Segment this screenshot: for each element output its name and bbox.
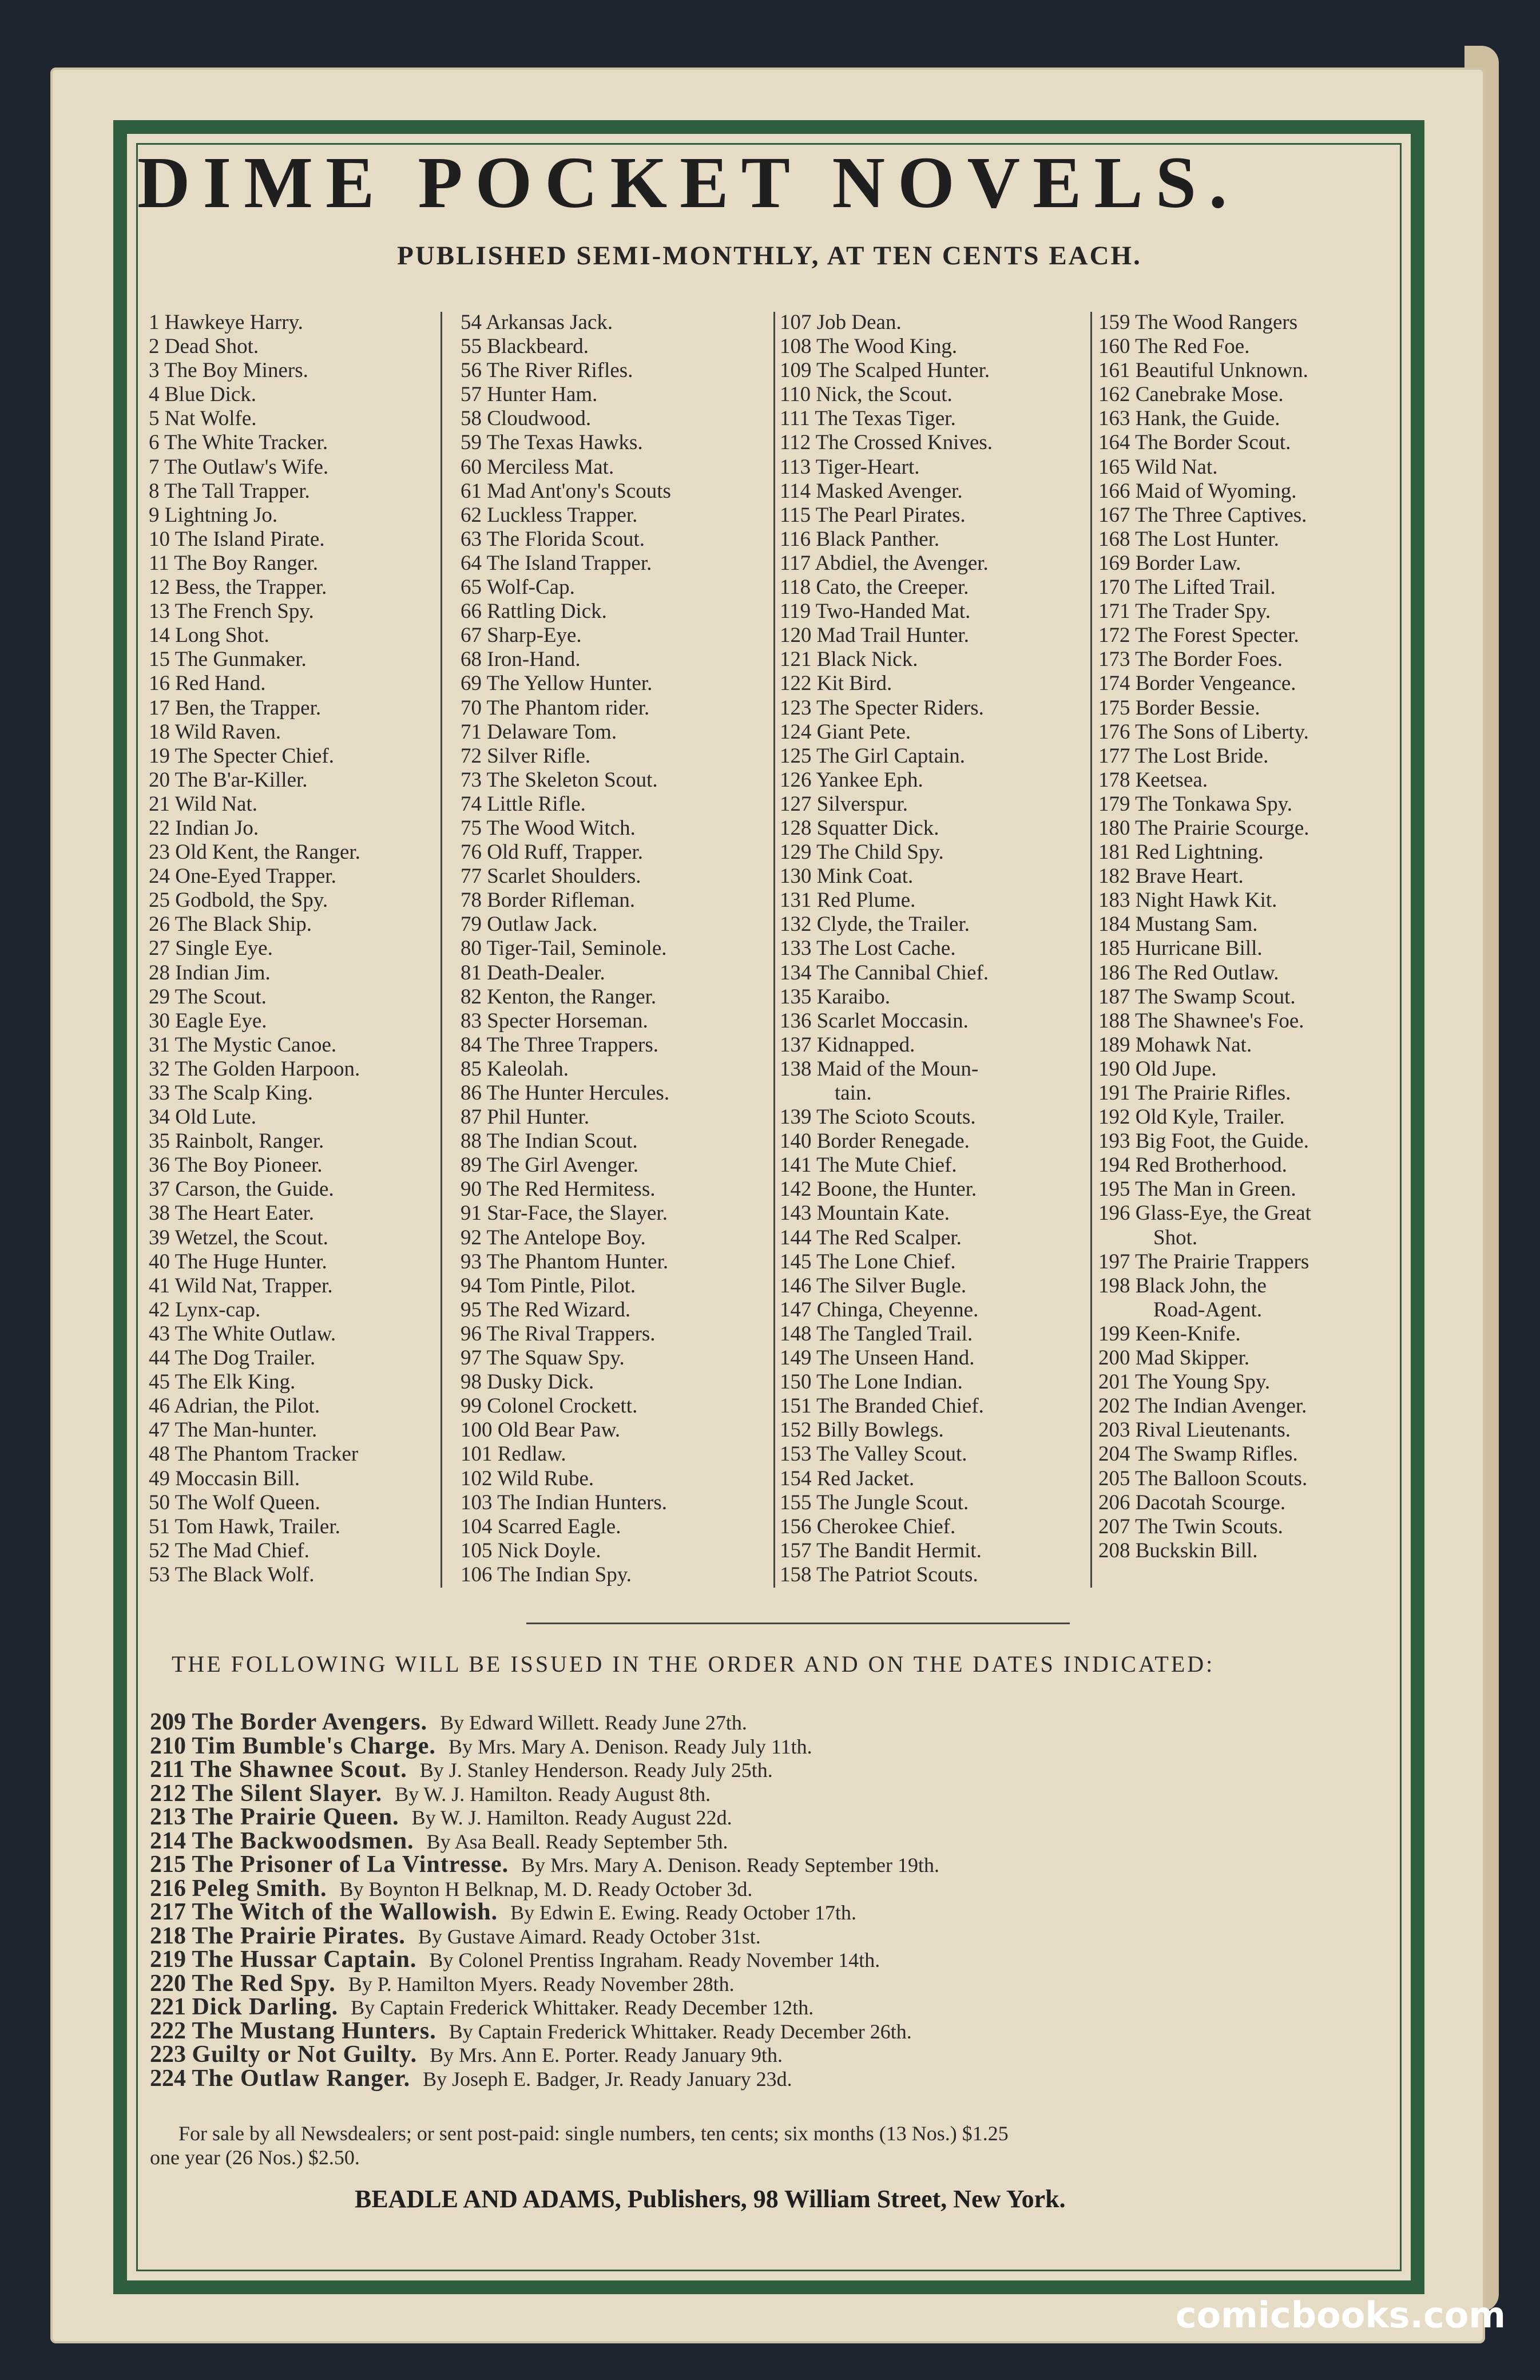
list-item: 54 Arkansas Jack. <box>461 311 613 334</box>
title-list-column-4 <box>1098 311 1311 1563</box>
issue-number: 223 <box>150 2041 192 2068</box>
list-item: 51 Tom Hawk, Trailer. <box>149 1514 340 1538</box>
list-item: 7 The Outlaw's Wife. <box>149 455 329 479</box>
issue-author-date: By Gustave Aimard. Ready October 31st. <box>418 1925 761 1948</box>
list-item: 40 The Huge Hunter. <box>149 1250 327 1274</box>
list-item: 112 The Crossed Knives. <box>780 431 993 455</box>
list-item: 197 The Prairie Trappers <box>1098 1250 1309 1274</box>
issue-title: The Backwoodsmen. <box>192 1827 414 1854</box>
list-item: 78 Border Rifleman. <box>461 888 636 913</box>
issue-number: 220 <box>150 1970 192 1997</box>
list-item: 45 The Elk King. <box>149 1370 296 1394</box>
issue-number: 217 <box>150 1899 192 1925</box>
list-item: 177 The Lost Bride. <box>1098 744 1269 768</box>
issue-title: The Prairie Pirates. <box>192 1922 406 1949</box>
list-item: 155 The Jungle Scout. <box>780 1490 969 1514</box>
column-divider <box>1090 312 1092 1588</box>
title-list-column-3 <box>780 311 993 1587</box>
list-item: 137 Kidnapped. <box>780 1033 915 1057</box>
list-item: Road-Agent. <box>1153 1298 1263 1322</box>
list-item: 127 Silverspur. <box>780 792 908 816</box>
issue-title: Guilty or Not Guilty. <box>192 2041 418 2068</box>
list-item: 1 Hawkeye Harry. <box>149 311 303 334</box>
list-item: 63 The Florida Scout. <box>461 527 645 551</box>
list-item: 173 The Border Foes. <box>1098 648 1283 672</box>
list-item: 146 The Silver Bugle. <box>780 1274 967 1298</box>
upcoming-item <box>150 1901 1380 1925</box>
issue-author-date: By Colonel Prentiss Ingraham. Ready November 14th. <box>429 1949 880 1972</box>
list-item: 56 The River Rifles. <box>461 359 633 383</box>
list-item: 10 The Island Pirate. <box>149 527 325 551</box>
list-item: 37 Carson, the Guide. <box>149 1177 334 1201</box>
list-item: 22 Indian Jo. <box>149 816 259 840</box>
list-item: 43 The White Outlaw. <box>149 1322 336 1346</box>
list-item: 27 Single Eye. <box>149 937 273 961</box>
list-item: 62 Luckless Trapper. <box>461 503 638 527</box>
list-item: 160 The Red Foe. <box>1098 335 1250 359</box>
issue-author-date: By Boynton H Belknap, M. D. Ready October 3d. <box>339 1877 753 1901</box>
list-item: 167 The Three Captives. <box>1098 503 1307 527</box>
list-item: 139 The Scioto Scouts. <box>780 1105 976 1129</box>
list-item: 25 Godbold, the Spy. <box>149 888 328 913</box>
list-item: 145 The Lone Chief. <box>780 1250 956 1274</box>
list-item: 129 The Child Spy. <box>780 840 944 864</box>
list-item: 205 The Balloon Scouts. <box>1098 1466 1308 1490</box>
list-item: 207 The Twin Scouts. <box>1098 1514 1283 1538</box>
list-item: 64 The Island Trapper. <box>461 551 652 575</box>
list-item: 42 Lynx-cap. <box>149 1298 261 1322</box>
list-item: 114 Masked Avenger. <box>780 479 963 503</box>
list-item: 11 The Boy Ranger. <box>149 551 318 575</box>
column-divider <box>440 312 442 1588</box>
list-item: 117 Abdiel, the Avenger. <box>780 551 989 575</box>
list-item: 202 The Indian Avenger. <box>1098 1394 1307 1418</box>
issue-number: 215 <box>150 1851 192 1878</box>
upcoming-item <box>150 1877 1380 1901</box>
list-item: 115 The Pearl Pirates. <box>780 503 966 527</box>
list-item: 203 Rival Lieutenants. <box>1098 1418 1291 1442</box>
issue-number: 213 <box>150 1804 192 1830</box>
list-item: 189 Mohawk Nat. <box>1098 1033 1252 1057</box>
sales-note-line-1: For sale by all Newsdealers; or sent post-paid: single numbers, ten cents; six months (13 Nos.) $1.25 <box>178 2122 1009 2145</box>
list-item: 171 The Trader Spy. <box>1098 600 1271 624</box>
list-item: 201 The Young Spy. <box>1098 1370 1271 1394</box>
list-item: 175 Border Bessie. <box>1098 696 1260 720</box>
list-item: 109 The Scalped Hunter. <box>780 359 990 383</box>
list-item: 95 The Red Wizard. <box>461 1298 631 1322</box>
issue-title: The Mustang Hunters. <box>192 2017 436 2044</box>
list-item: 70 The Phantom rider. <box>461 696 650 720</box>
issue-number: 209 <box>150 1709 192 1735</box>
list-item: 81 Death-Dealer. <box>461 961 605 985</box>
list-item: 8 The Tall Trapper. <box>149 479 310 503</box>
list-item: 142 Boone, the Hunter. <box>780 1177 977 1201</box>
list-item: 149 The Unseen Hand. <box>780 1346 975 1370</box>
list-item: 90 The Red Hermitess. <box>461 1177 656 1201</box>
list-item: 24 One-Eyed Trapper. <box>149 864 336 888</box>
list-item: 195 The Man in Green. <box>1098 1177 1296 1201</box>
list-item: 89 The Girl Avenger. <box>461 1153 639 1177</box>
list-item: 113 Tiger-Heart. <box>780 455 920 479</box>
list-item: 35 Rainbolt, Ranger. <box>149 1129 324 1153</box>
list-item: 206 Dacotah Scourge. <box>1098 1490 1286 1514</box>
list-item: 128 Squatter Dick. <box>780 816 939 840</box>
list-item: 9 Lightning Jo. <box>149 503 278 527</box>
list-item: 84 The Three Trappers. <box>461 1033 658 1057</box>
upcoming-item <box>150 2043 1380 2067</box>
list-item: 153 The Valley Scout. <box>780 1442 967 1466</box>
list-item: 31 The Mystic Canoe. <box>149 1033 337 1057</box>
list-item: 186 The Red Outlaw. <box>1098 961 1279 985</box>
list-item: 59 The Texas Hawks. <box>461 431 643 455</box>
list-item: 73 The Skeleton Scout. <box>461 768 658 792</box>
list-item: 118 Cato, the Creeper. <box>780 576 969 600</box>
list-item: 190 Old Jupe. <box>1098 1057 1217 1081</box>
list-item: 110 Nick, the Scout. <box>780 383 952 407</box>
list-item: 48 The Phantom Tracker <box>149 1442 359 1466</box>
list-item: 21 Wild Nat. <box>149 792 258 816</box>
list-item: 44 The Dog Trailer. <box>149 1346 316 1370</box>
list-item: 191 The Prairie Rifles. <box>1098 1081 1291 1105</box>
list-item: 132 Clyde, the Trailer. <box>780 913 970 937</box>
list-item: 39 Wetzel, the Scout. <box>149 1225 328 1250</box>
issue-author-date: By Edwin E. Ewing. Ready October 17th. <box>510 1901 856 1924</box>
upcoming-list <box>150 1711 1380 2091</box>
issue-title: The Hussar Captain. <box>192 1946 417 1973</box>
page-title: DIME POCKET NOVELS. <box>137 142 1240 223</box>
list-item: 119 Two-Handed Mat. <box>780 600 971 624</box>
sales-note-line-2: one year (26 Nos.) $2.50. <box>150 2146 360 2169</box>
list-item: 102 Wild Rube. <box>461 1466 594 1490</box>
upcoming-item <box>150 1782 1380 1806</box>
list-item: 193 Big Foot, the Guide. <box>1098 1129 1309 1153</box>
upcoming-item <box>150 1806 1380 1830</box>
list-item: 49 Moccasin Bill. <box>149 1466 300 1490</box>
list-item: 185 Hurricane Bill. <box>1098 937 1263 961</box>
issue-number: 218 <box>150 1922 192 1949</box>
list-item: 68 Iron-Hand. <box>461 648 581 672</box>
list-item: 108 The Wood King. <box>780 335 958 359</box>
issue-title: Dick Darling. <box>192 1994 339 2020</box>
issue-author-date: By P. Hamilton Myers. Ready November 28th. <box>348 1972 735 1996</box>
sales-note <box>150 2121 1408 2169</box>
list-item: 91 Star-Face, the Slayer. <box>461 1201 668 1225</box>
list-item: 151 The Branded Chief. <box>780 1394 984 1418</box>
issue-number: 222 <box>150 2017 192 2044</box>
list-item: 15 The Gunmaker. <box>149 648 307 672</box>
list-item: 66 Rattling Dick. <box>461 600 607 624</box>
issue-title: Tim Bumble's Charge. <box>192 1732 436 1759</box>
list-item: 135 Karaibo. <box>780 985 891 1009</box>
list-item: 28 Indian Jim. <box>149 961 271 985</box>
list-item: 134 The Cannibal Chief. <box>780 961 989 985</box>
issue-title: The Silent Slayer. <box>192 1780 383 1807</box>
page-subtitle: PUBLISHED SEMI-MONTHLY, AT TEN CENTS EACH. <box>397 241 1142 271</box>
upcoming-item <box>150 1996 1380 2020</box>
list-item: 184 Mustang Sam. <box>1098 913 1258 937</box>
issue-title: The Shawnee Scout. <box>190 1756 407 1783</box>
issue-author-date: By Mrs. Ann E. Porter. Ready January 9th. <box>430 2044 783 2066</box>
list-item: 169 Border Law. <box>1098 551 1241 575</box>
list-item: 88 The Indian Scout. <box>461 1129 638 1153</box>
list-item: 107 Job Dean. <box>780 311 902 334</box>
list-item: 182 Brave Heart. <box>1098 864 1244 888</box>
list-item: 125 The Girl Captain. <box>780 744 966 768</box>
list-item: 168 The Lost Hunter. <box>1098 527 1279 551</box>
list-item: 143 Mountain Kate. <box>780 1201 950 1225</box>
issue-number: 211 <box>150 1756 191 1783</box>
list-item: 161 Beautiful Unknown. <box>1098 359 1308 383</box>
list-item: 179 The Tonkawa Spy. <box>1098 792 1292 816</box>
list-item: 123 The Specter Riders. <box>780 696 984 720</box>
list-item: 187 The Swamp Scout. <box>1098 985 1296 1009</box>
issue-number: 219 <box>150 1946 192 1973</box>
list-item: 104 Scarred Eagle. <box>461 1514 621 1538</box>
list-item: 165 Wild Nat. <box>1098 455 1218 479</box>
list-item: 60 Merciless Mat. <box>461 455 614 479</box>
list-item: 98 Dusky Dick. <box>461 1370 594 1394</box>
list-item: 12 Bess, the Trapper. <box>149 576 327 600</box>
issue-author-date: By W. J. Hamilton. Ready August 8th. <box>395 1782 711 1806</box>
issue-title: The Prisoner of La Vintresse. <box>192 1851 509 1878</box>
list-item: 158 The Patriot Scouts. <box>780 1562 978 1586</box>
issue-number: 214 <box>150 1827 192 1854</box>
list-item: 178 Keetsea. <box>1098 768 1208 792</box>
issue-author-date: By Captain Frederick Whittaker. Ready December 12th. <box>351 1996 814 2019</box>
upcoming-item <box>150 1758 1380 1782</box>
list-item: 157 The Bandit Hermit. <box>780 1538 982 1562</box>
list-item: 41 Wild Nat, Trapper. <box>149 1274 333 1298</box>
list-item: 71 Delaware Tom. <box>461 720 617 744</box>
list-item: 32 The Golden Harpoon. <box>149 1057 360 1081</box>
list-item: 33 The Scalp King. <box>149 1081 313 1105</box>
upcoming-item <box>150 1711 1380 1735</box>
upcoming-item <box>150 1948 1380 1972</box>
list-item: 14 Long Shot. <box>149 624 269 648</box>
list-item: 188 The Shawnee's Foe. <box>1098 1009 1304 1033</box>
list-item: 105 Nick Doyle. <box>461 1538 601 1562</box>
list-item: 19 The Specter Chief. <box>149 744 335 768</box>
list-item: 34 Old Lute. <box>149 1105 257 1129</box>
list-item: 121 Black Nick. <box>780 648 918 672</box>
list-item: 170 The Lifted Trail. <box>1098 576 1276 600</box>
list-item: 122 Kit Bird. <box>780 672 892 696</box>
watermark: comicbooks.com <box>1175 2294 1506 2336</box>
list-item: 13 The French Spy. <box>149 600 314 624</box>
upcoming-item <box>150 1853 1380 1877</box>
list-item: 2 Dead Shot. <box>149 335 259 359</box>
list-item: 96 The Rival Trappers. <box>461 1322 656 1346</box>
list-item: 85 Kaleolah. <box>461 1057 569 1081</box>
publisher-line: BEADLE AND ADAMS, Publishers, 98 William Street, New York. <box>355 2185 1066 2213</box>
list-item: 192 Old Kyle, Trailer. <box>1098 1105 1285 1129</box>
list-item: 29 The Scout. <box>149 985 267 1009</box>
issue-title: The Border Avengers. <box>192 1709 428 1735</box>
list-item: 150 The Lone Indian. <box>780 1370 963 1394</box>
issue-author-date: By Captain Frederick Whittaker. Ready December 26th. <box>448 2020 912 2043</box>
list-item: 46 Adrian, the Pilot. <box>149 1394 320 1418</box>
issue-author-date: By Asa Beall. Ready September 5th. <box>426 1830 728 1853</box>
list-item: 204 The Swamp Rifles. <box>1098 1442 1298 1466</box>
issue-title: The Outlaw Ranger. <box>192 2065 411 2092</box>
section-divider <box>526 1623 1070 1624</box>
list-item: 18 Wild Raven. <box>149 720 281 744</box>
title-list-column-1 <box>149 311 360 1587</box>
list-item: 181 Red Lightning. <box>1098 840 1264 864</box>
list-item: 140 Border Renegade. <box>780 1129 970 1153</box>
list-item: 101 Redlaw. <box>461 1442 566 1466</box>
list-item: 38 The Heart Eater. <box>149 1201 315 1225</box>
issue-author-date: By Mrs. Mary A. Denison. Ready July 11th. <box>448 1735 812 1758</box>
list-item: 163 Hank, the Guide. <box>1098 407 1280 431</box>
upcoming-item <box>150 1827 1380 1854</box>
list-item: 6 The White Tracker. <box>149 431 328 455</box>
list-item: 16 Red Hand. <box>149 672 266 696</box>
list-item: 130 Mink Coat. <box>780 864 914 888</box>
list-item: 154 Red Jacket. <box>780 1466 915 1490</box>
list-item: 116 Black Panther. <box>780 527 940 551</box>
list-item: 194 Red Brotherhood. <box>1098 1153 1287 1177</box>
list-item: 83 Specter Horseman. <box>461 1009 648 1033</box>
list-item: 3 The Boy Miners. <box>149 359 308 383</box>
column-divider <box>773 312 775 1588</box>
list-item: 30 Eagle Eye. <box>149 1009 267 1033</box>
issue-author-date: By Edward Willett. Ready June 27th. <box>440 1711 747 1734</box>
list-item: 162 Canebrake Mose. <box>1098 383 1284 407</box>
list-item: 208 Buckskin Bill. <box>1098 1538 1258 1562</box>
list-item: 23 Old Kent, the Ranger. <box>149 840 360 864</box>
list-item: Shot. <box>1153 1225 1198 1250</box>
title-list-column-2 <box>461 311 671 1587</box>
upcoming-item <box>150 2067 1380 2091</box>
list-item: 106 The Indian Spy. <box>461 1562 632 1586</box>
list-item: 80 Tiger-Tail, Seminole. <box>461 937 667 961</box>
list-item: 196 Glass-Eye, the Great <box>1098 1201 1311 1225</box>
list-item: 198 Black John, the <box>1098 1274 1267 1298</box>
issue-title: The Red Spy. <box>192 1970 336 1997</box>
issue-author-date: By J. Stanley Henderson. Ready July 25th. <box>419 1759 773 1782</box>
list-item: 99 Colonel Crockett. <box>461 1394 638 1418</box>
list-item: 180 The Prairie Scourge. <box>1098 816 1309 840</box>
list-item: 126 Yankee Eph. <box>780 768 923 792</box>
list-item: 36 The Boy Pioneer. <box>149 1153 323 1177</box>
list-item: 82 Kenton, the Ranger. <box>461 985 657 1009</box>
list-item: 74 Little Rifle. <box>461 792 586 816</box>
list-item: 55 Blackbeard. <box>461 335 589 359</box>
list-item: 124 Giant Pete. <box>780 720 911 744</box>
list-item: 183 Night Hawk Kit. <box>1098 888 1277 913</box>
list-item: 136 Scarlet Moccasin. <box>780 1009 969 1033</box>
list-item: 75 The Wood Witch. <box>461 816 636 840</box>
list-item: 92 The Antelope Boy. <box>461 1225 646 1250</box>
list-item: 120 Mad Trail Hunter. <box>780 624 969 648</box>
list-item: 77 Scarlet Shoulders. <box>461 864 641 888</box>
upcoming-heading: THE FOLLOWING WILL BE ISSUED IN THE ORDER AND ON THE DATES INDICATED: <box>172 1651 1215 1677</box>
list-item: 156 Cherokee Chief. <box>780 1514 956 1538</box>
list-item: 76 Old Ruff, Trapper. <box>461 840 643 864</box>
list-item: 50 The Wolf Queen. <box>149 1490 320 1514</box>
list-item: 26 The Black Ship. <box>149 913 312 937</box>
list-item: 141 The Mute Chief. <box>780 1153 957 1177</box>
list-item: 72 Silver Rifle. <box>461 744 591 768</box>
list-item: 152 Billy Bowlegs. <box>780 1418 944 1442</box>
list-item: 176 The Sons of Liberty. <box>1098 720 1309 744</box>
list-item: 131 Red Plume. <box>780 888 916 913</box>
issue-title: Peleg Smith. <box>192 1875 327 1902</box>
issue-number: 210 <box>150 1732 192 1759</box>
list-item: 144 The Red Scalper. <box>780 1225 962 1250</box>
list-item: 94 Tom Pintle, Pilot. <box>461 1274 636 1298</box>
upcoming-item <box>150 1922 1380 1949</box>
list-item: 100 Old Bear Paw. <box>461 1418 621 1442</box>
list-item: 199 Keen-Knife. <box>1098 1322 1241 1346</box>
list-item: 97 The Squaw Spy. <box>461 1346 625 1370</box>
list-item: 47 The Man-hunter. <box>149 1418 317 1442</box>
list-item: 147 Chinga, Cheyenne. <box>780 1298 979 1322</box>
issue-author-date: By Joseph E. Badger, Jr. Ready January 23d. <box>423 2067 792 2091</box>
list-item: 57 Hunter Ham. <box>461 383 598 407</box>
list-item: 138 Maid of the Moun- <box>780 1057 979 1081</box>
issue-title: The Prairie Queen. <box>192 1804 399 1830</box>
list-item: 5 Nat Wolfe. <box>149 407 257 431</box>
list-item: 172 The Forest Specter. <box>1098 624 1299 648</box>
list-item: 103 The Indian Hunters. <box>461 1490 668 1514</box>
list-item: tain. <box>835 1081 872 1105</box>
list-item: 58 Cloudwood. <box>461 407 592 431</box>
list-item: 67 Sharp-Eye. <box>461 624 582 648</box>
issue-author-date: By Mrs. Mary A. Denison. Ready September 19th. <box>521 1854 940 1877</box>
list-item: 166 Maid of Wyoming. <box>1098 479 1297 503</box>
list-item: 65 Wolf-Cap. <box>461 576 575 600</box>
issue-number: 224 <box>150 2065 192 2092</box>
list-item: 200 Mad Skipper. <box>1098 1346 1250 1370</box>
list-item: 133 The Lost Cache. <box>780 937 956 961</box>
issue-author-date: By W. J. Hamilton. Ready August 22d. <box>411 1806 732 1829</box>
list-item: 93 The Phantom Hunter. <box>461 1250 669 1274</box>
upcoming-item <box>150 1732 1380 1759</box>
list-item: 79 Outlaw Jack. <box>461 913 598 937</box>
list-item: 61 Mad Ant'ony's Scouts <box>461 479 671 503</box>
list-item: 86 The Hunter Hercules. <box>461 1081 670 1105</box>
issue-number: 221 <box>150 1994 192 2020</box>
list-item: 159 The Wood Rangers <box>1098 311 1298 334</box>
issue-number: 216 <box>150 1875 192 1902</box>
upcoming-item <box>150 2017 1380 2044</box>
list-item: 111 The Texas Tiger. <box>780 407 956 431</box>
issue-title: The Witch of the Wallowish. <box>192 1899 498 1925</box>
list-item: 20 The B'ar-Killer. <box>149 768 308 792</box>
list-item: 174 Border Vengeance. <box>1098 672 1296 696</box>
list-item: 52 The Mad Chief. <box>149 1538 309 1562</box>
list-item: 4 Blue Dick. <box>149 383 257 407</box>
list-item: 148 The Tangled Trail. <box>780 1322 973 1346</box>
list-item: 87 Phil Hunter. <box>461 1105 590 1129</box>
issue-number: 212 <box>150 1780 192 1807</box>
upcoming-item <box>150 1972 1380 1996</box>
list-item: 69 The Yellow Hunter. <box>461 672 653 696</box>
list-item: 17 Ben, the Trapper. <box>149 696 322 720</box>
list-item: 164 The Border Scout. <box>1098 431 1291 455</box>
list-item: 53 The Black Wolf. <box>149 1562 315 1586</box>
